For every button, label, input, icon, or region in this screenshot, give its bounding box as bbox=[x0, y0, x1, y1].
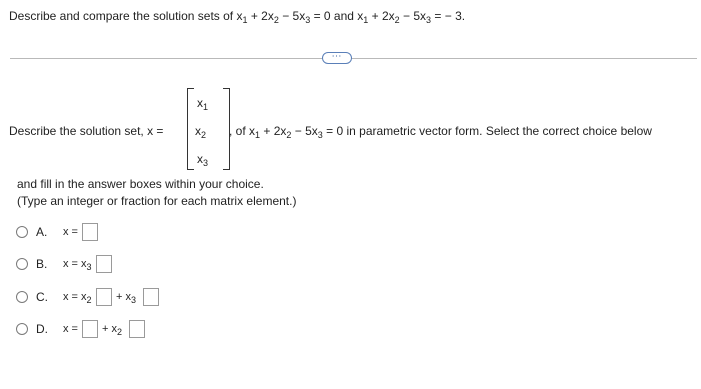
vector-entry-1: $x_1$ bbox=[197, 96, 209, 112]
prompt-line-2: and fill in the answer boxes within your choice. bbox=[17, 177, 264, 191]
choice-a-radio[interactable] bbox=[16, 226, 28, 238]
choice-b-radio[interactable] bbox=[16, 258, 28, 270]
choice-b-equation: $x = x_3$ bbox=[63, 258, 92, 272]
vector-left-bracket bbox=[187, 88, 194, 170]
choice-a-answer-box[interactable] bbox=[82, 223, 98, 241]
divider bbox=[10, 58, 697, 59]
vector-entry-3: $x_3$ bbox=[197, 152, 209, 168]
choice-c-answer-box-1[interactable] bbox=[96, 288, 112, 306]
choice-d-equation: x = bbox=[63, 323, 78, 335]
show-more-button[interactable]: ⋯ bbox=[322, 52, 352, 64]
choice-a-equation: x = bbox=[63, 226, 78, 238]
choice-c-equation: $x = x_2$ bbox=[63, 291, 92, 305]
prompt-tail: , of $x_1 + 2x_2 - 5x_3 = 0$ in parametric vector form. Select the correct choice below bbox=[229, 124, 652, 140]
choice-d-radio[interactable] bbox=[16, 323, 28, 335]
choice-b-letter: B. bbox=[36, 257, 48, 271]
choice-d-answer-box-2[interactable] bbox=[129, 320, 145, 338]
choice-d-answer-box-1[interactable] bbox=[82, 320, 98, 338]
choice-a-letter: A. bbox=[36, 225, 48, 239]
choice-d-letter: D. bbox=[36, 322, 48, 336]
choice-c-answer-box-2[interactable] bbox=[143, 288, 159, 306]
choice-c-letter: C. bbox=[36, 290, 48, 304]
vector-entry-2: $x_2$ bbox=[195, 124, 207, 140]
choice-c-radio[interactable] bbox=[16, 291, 28, 303]
choice-c-plus-term: + $x_3$ bbox=[116, 291, 136, 305]
question-text: Describe and compare the solution sets of $x_1 + 2x_2 - 5x_3 = 0$ and $x_1 + 2x_2 - 5x_3$ = − 3. bbox=[9, 9, 466, 25]
prompt-line-3: (Type an integer or fraction for each matrix element.) bbox=[17, 194, 297, 208]
choice-d-plus-term: + $x_2$ bbox=[102, 323, 122, 337]
choice-b-answer-box[interactable] bbox=[96, 255, 112, 273]
prompt-lead: Describe the solution set, x = bbox=[9, 124, 164, 138]
